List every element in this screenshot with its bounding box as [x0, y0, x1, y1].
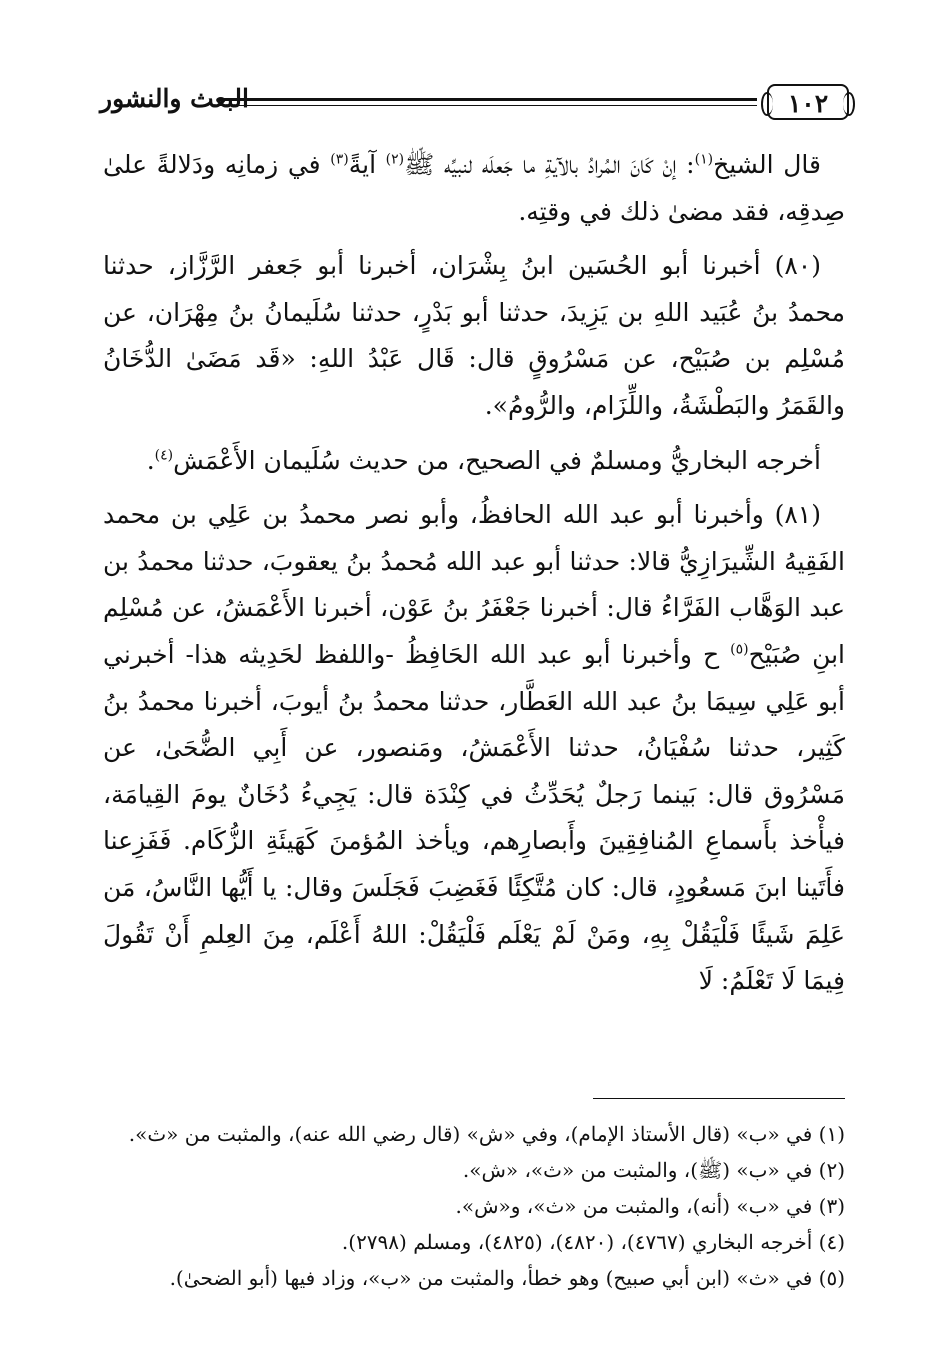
footnote-4: (٤) أخرجه البخاري (٤٧٦٧)، (٤٨٢٠)، (٤٨٢٥)، ومسلم (٢٧٩٨).: [341, 1230, 845, 1254]
text-run: قال الشيخ: [713, 150, 821, 179]
text-run: (٨١) وأخبرنا أبو عبد الله الحافظُ، وأبو نصر محمدُ بن عَلِي بن محمد الفَقِيهُ الشِّيرَازِيُّ قالا: حدثنا أبو عبد الله مُحمدُ بنُ يعقوبَ، حدثنا محمدُ بن عبد الوَهَّاب الفَرَّاءُ قال: أخبرنا جَعْفَرُ بنُ عَوْن، أخبرنا الأَعْمَشُ، عن مُسْلِم ابنِ صُبَيْح: [103, 500, 846, 669]
footnote-ref-5: (٥): [730, 641, 749, 658]
book-title: البعث والنشور: [100, 84, 249, 113]
text-run: في زمانِه ودَلالةً علىٰ صِدقِه، فقد مضىٰ ذلك في وقتِه.: [103, 150, 845, 226]
text-run: آيةً: [348, 150, 386, 179]
footnote-ref-1: (١): [694, 151, 714, 168]
footnote-3: (٣) في «ب» (أنه)، والمثبت من «ث»، و«ش».: [455, 1194, 845, 1218]
paragraph-sheikh-comment: [103, 142, 845, 235]
footnote-5: (٥) في «ث» (ابن أبي صبيح) وهو خطأ، والمثبت من «ب»، وزاد فيها (أبو الضحىٰ).: [169, 1266, 845, 1290]
header-rule: [218, 98, 757, 106]
text-run: : إنْ كَانَ المُرادُ بالآيةِ ما جَعلَه لنبيِّه ﷺ: [404, 150, 695, 179]
footnote-ref-2: (٢): [385, 151, 405, 168]
footnote-ref-4: (٤): [154, 447, 174, 464]
text-run: ح وأخبرنا أبو عبد الله الحَافِظُ -واللفظ لحَدِيثه هذا- أخبرني أبو عَلِي سِيمَا بنُ عبد الله العَطَّار، حدثنا محمدُ بنُ أيوبَ، أخبرنا محمدُ بنُ كَثِير، حدثنا سُفْيَانُ، حدثنا الأَعْمَشُ، ومَنصور، عن أَبِي الضُّحَىٰ، عن مَسْرُوق قال: بَينما رَجلٌ يُحَدِّثُ في كِنْدَة قال: يَجِيءُ دُخَانٌ يومَ القِيامَة، فيأْخذ بأَسماعِ المُنافِقِينَ وأَبصارِهم، ويأخذ المُؤمنَ كَهَيئَةِ الزُّكَام. فَفَزِعنا فأَتَينا ابنَ مَسعُودٍ، قال: كان مُتَّكِئًا فَغَضِبَ فَجَلَسَ وقال: يا أَيُّها النَّاسُ، مَن عَلِمَ شَيئًا فَلْيَقُلْ بِهِ، ومَنْ لَمْ يَعْلَم فَلْيَقُلْ: اللهُ أَعْلَم، مِنَ العِلمِ أَنْ تَقُولَ فِيمَا لَا تَعْلَمُ: لَا: [103, 639, 845, 996]
footnote-2: (٢) في «ب» (ﷺ)، والمثبت من «ث»، «ش».: [462, 1158, 845, 1182]
paragraph-takhrij: [103, 438, 845, 485]
text-run: أخرجه البخاريُّ ومسلمٌ في الصحيح، من حديث سُلَيمان الأَعْمَش: [173, 445, 821, 475]
footnotes: [103, 1116, 845, 1296]
page-header: [100, 84, 849, 124]
footnote-1: (١) في «ب» (قال الأستاذ الإمام)، وفي «ش» (قال رضي الله عنه)، والمثبت من «ث».: [128, 1122, 845, 1146]
text-run: .: [146, 445, 155, 475]
page-number: ١٠٢: [767, 84, 849, 120]
paragraph-hadith-80: (٨٠) أخبرنا أبو الحُسَين ابنُ بِشْرَان، أخبرنا أبو جَعفر الرَّزَّاز، حدثنا محمدُ بنُ عُبَيد اللهِ بن يَزِيدَ، حدثنا أبو بَدْرٍ، حدثنا سُلَيمانُ بنُ مِهْرَان، عن مُسْلِم بن صُبَيْح، عن مَسْرُوقٍ قال: قَال عَبْدُ اللهِ: «قَد مَضَىٰ الدُّخَانُ والقَمَرُ والبَطْشَةُ، واللِّزَام، والرُّومُ».: [103, 251, 845, 420]
main-text: [103, 142, 845, 1005]
paragraph-hadith-81: [103, 492, 845, 1005]
footnote-separator: [593, 1098, 845, 1099]
footnote-ref-3: (٣): [330, 151, 349, 168]
